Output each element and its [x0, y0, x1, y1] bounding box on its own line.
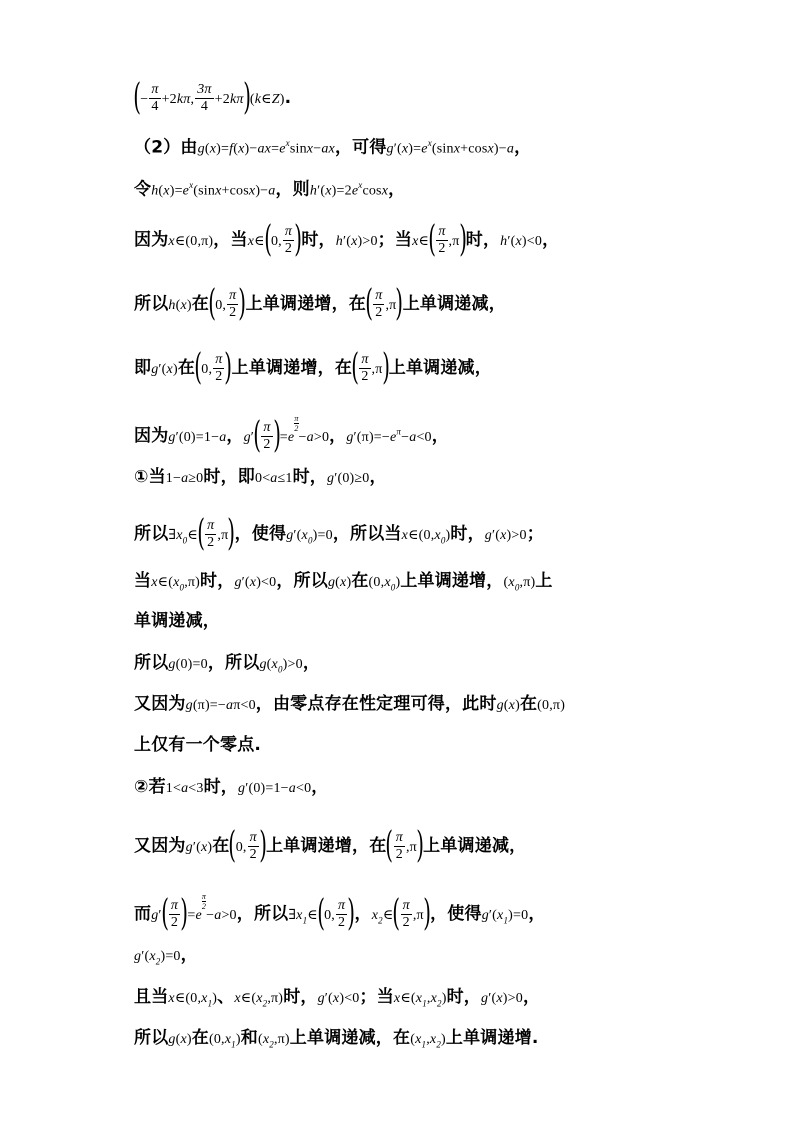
solution-line-16: 而g′( $\frac{\pi}{2}$ )=eπ 2 −a>0，所以$\exists x_1\in(0$, $\frac{\pi}{2}$ )，$x_2\in$( $\frac{\pi}{2}$ ,π)，使得$g'(x_1)=0$，: [134, 892, 546, 934]
solution-line-19: 所以g(x)在$(0,x_1)$和$(x_2,\pi)$上单调递减，在$(x_1,x_2)$上单调递增.: [134, 1028, 539, 1050]
solution-line-15: 又因为g′(x)在(0, $\frac{\pi}{2}$ )上单调递增，在( $\frac{\pi}{2}$ ,π)上单调递减，: [134, 825, 527, 866]
solution-line-11: 所以g(0)=0，所以$g(x_0)>0$，: [134, 653, 321, 675]
solution-line-2: 令$h(x)=e^x(\sin x+\cos x)-a$，则$h'(x)=2e^x\cos x$，: [134, 179, 406, 200]
solution-line-6: 因为g′(0)=1−a，g′( $\frac{\pi}{2}$ )=eπ 2 −a>0，$g'(\pi)=-e^\pi-a<0$，: [134, 414, 449, 456]
solution-line-8: 所以$\exists x_0\in$( $\frac{\pi}{2}$ ,π)，使得$g'(x_0)=0$，所以当$x\in(0,x_0)$时，g′(x)>0；: [134, 513, 544, 554]
solution-line-13: 上仅有一个零点.: [134, 735, 262, 755]
solution-line-18: 且当$x\in(0,x_1)$、$x\in(x_2,\pi)$时，g′(x)<0；当$x\in(x_1,x_2)$时，g′(x)>0，: [134, 987, 541, 1009]
solution-line-17: $g'(x_2)=0$，: [134, 945, 198, 967]
solution-line-4: 所以h(x)在(0, $\frac{\pi}{2}$ )上单调递增，在( $\frac{\pi}{2}$ ,π)上单调递减，: [134, 283, 506, 324]
solution-line-3: 因为x∈(0,π)，当x∈(0, $\frac{\pi}{2}$ )时，h′(x)>0；当x∈( $\frac{\pi}{2}$ ,π)时，h′(x)<0，: [134, 219, 560, 260]
solution-line-7: ①当1−a≥0时，即0<a≤1时，g′(0)≥0，: [134, 467, 387, 487]
solution-line-0: (− $\frac{\pi}{4}$ +2kπ, $\frac{3\pi}{4}$ +2kπ)(k∈Z).: [133, 77, 292, 118]
solution-line-1: （2）由$g(x)=f(x)-ax=e^x\sin x-ax$，可得$g'(x)=e^x(\sin x+\cos x)-a$，: [134, 137, 532, 158]
solution-line-10: 单调递减，: [134, 611, 220, 631]
solution-line-12: 又因为g(π)=−aπ<0，由零点存在性定理可得，此时g(x)在(0,π): [134, 694, 566, 714]
solution-line-14: ②若1<a<3时，g′(0)=1−a<0，: [134, 777, 329, 797]
solution-line-5: 即g′(x)在(0, $\frac{\pi}{2}$ )上单调递增，在( $\frac{\pi}{2}$ ,π)上单调递减，: [134, 347, 492, 388]
solution-line-9: 当$x\in(x_0,\pi)$时，g′(x)<0，所以g(x)在$(0,x_0)$上单调递增，$(x_0,\pi)$上: [134, 571, 553, 593]
